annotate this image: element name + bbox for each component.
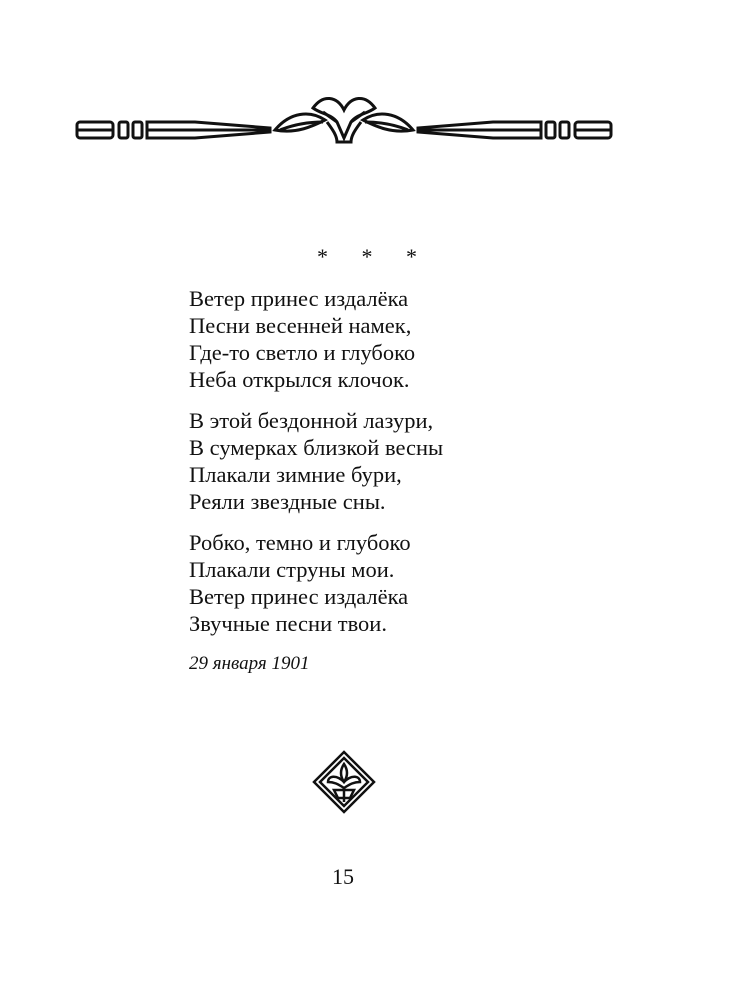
poem-line: Плакали зимние бури, bbox=[189, 462, 402, 487]
poem bbox=[189, 285, 443, 651]
diamond-fleuron-ornament bbox=[312, 750, 376, 814]
poem-line: Где-то светло и глубоко bbox=[189, 340, 416, 365]
poem-line: Ветер принес издалёка bbox=[189, 584, 409, 609]
stanza-3 bbox=[189, 529, 443, 637]
poem-line: Реяли звездные сны. bbox=[189, 489, 386, 514]
stanza-2 bbox=[189, 407, 443, 515]
poem-line: Неба открылся клочок. bbox=[189, 367, 410, 392]
poem-date: 29 января 1901 bbox=[189, 653, 310, 674]
section-separator: * * * bbox=[317, 244, 431, 269]
poem-line: Плакали струны мои. bbox=[189, 557, 395, 582]
poem-line: В сумерках близкой весны bbox=[189, 435, 444, 460]
poem-line: Робко, темно и глубоко bbox=[189, 530, 411, 555]
stanza-1 bbox=[189, 285, 443, 393]
poem-line: Звучные песни твои. bbox=[189, 611, 387, 636]
header-ornament bbox=[75, 92, 613, 154]
poem-line: В этой бездонной лазури, bbox=[189, 408, 434, 433]
poem-line: Ветер принес издалёка bbox=[189, 286, 409, 311]
poem-line: Песни весенней намек, bbox=[189, 313, 412, 338]
page-number: 15 bbox=[332, 864, 354, 889]
